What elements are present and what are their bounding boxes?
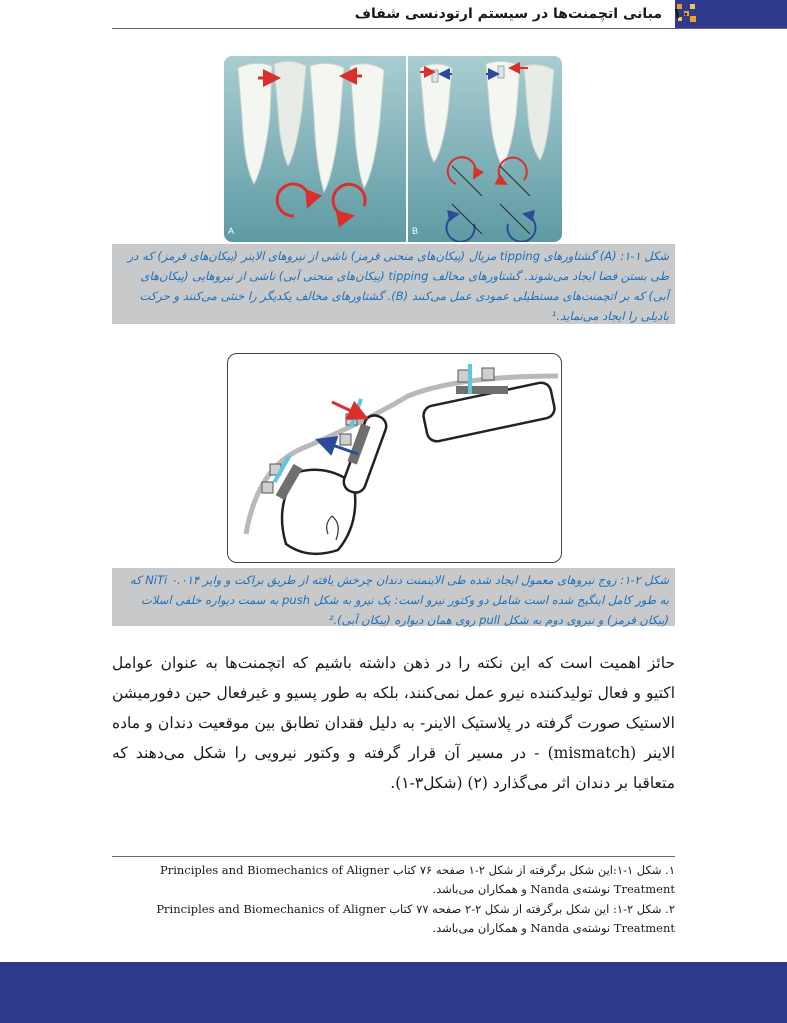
page-number: ۱۰: [672, 6, 690, 22]
bracket: [262, 482, 273, 493]
bracket-base: [456, 386, 508, 394]
footnote: ۲. شکل ۲-۱: این شکل برگرفته از شکل ۲-۲ صفحه ۷۷ کتاب Principles and Biomechanics of Aligner Treatment نوشته‌ی Nanda و همکاران می‌باشد.: [156, 902, 675, 935]
bracket: [340, 434, 351, 445]
footnote: ۱. شکل ۱-۱:این شکل برگرفته از شکل ۲-۱ صفحه ۷۶ کتاب Principles and Biomechanics of Aligner Treatment نوشته‌ی Nanda و همکاران می‌باشد.: [159, 863, 675, 896]
footer-brand-band: [0, 962, 787, 1023]
running-header-title: مبانی اتچمنت‌ها در سیستم ارتودنسی شفاف: [354, 6, 662, 22]
figure-1-illustration: [224, 56, 562, 242]
footnote-rule: [112, 856, 675, 857]
figure-2-illustration: [227, 353, 562, 563]
bracket: [482, 368, 494, 380]
header-brand-bar: [672, 0, 787, 28]
decorative-square: [690, 16, 696, 22]
header-rule: [112, 28, 787, 29]
body-paragraph: حائز اهمیت است که این نکته را در ذهن داشته باشیم که اتچمنت‌ها به عنوان عوامل اکتیو و فعال تولیدکننده نیرو عمل نمی‌کنند، بلکه به طور پسیو و غیرفعال حین دفورمیشن الاستیک صورت گرفته در پلاستیک الاینر- به دلیل فقدان تطابق بین موقعیت دندان و ماده الاینر (mismatch) - در مسیر آن قرار گرفته و وکتور نیرویی را شکل می‌دهند که متعاقبا بر دندان اثر می‌گذارد (۲) (شکل۳-۱).: [112, 654, 675, 792]
panel-b-label: B: [412, 226, 419, 236]
pull-force-arrow-blue: [318, 440, 358, 454]
ligature: [468, 364, 472, 394]
panel-divider: [406, 56, 408, 242]
footnotes: [112, 861, 675, 939]
attachment: [498, 66, 504, 78]
decorative-square: [690, 4, 695, 9]
figure-2-caption: شکل ۲-۱: زوج نیروهای معمول ایجاد شده طی الاینمنت دندان چرخش یافته از طریق براکت و وایر ۰.۰۱۴ NiTi که به طور کامل اینگیج شده است شامل دو وکتور نیرو است: یک نیرو به شکل push به سمت دیواره خلفی اسلات (پیکان قرمز) و نیروی دوم به شکل pull روی همان دیواره (پیکان آبی).²: [112, 568, 675, 626]
panel-a-label: A: [228, 226, 235, 236]
figure-1-caption: شکل ۱-۱: (A) گشتاورهای tipping مزیال (پیکان‌های منحنی قرمز) ناشی از نیروهای الاینر (پیکان‌های قرمز) که در طی بستن فضا ایجاد می‌شوند. گشتاورهای مخالف tipping (پیکان‌های منحنی آبی) ناشی از نیروهایی (پیکان‌های آبی) که بر اتچمنت‌های مستطیلی عمودی عمل می‌کنند (B). گشتاورهای مخالف یکدیگر را خنثی می‌کنند و حرکت بادیلی را ایجاد می‌نماید.¹: [112, 244, 675, 324]
